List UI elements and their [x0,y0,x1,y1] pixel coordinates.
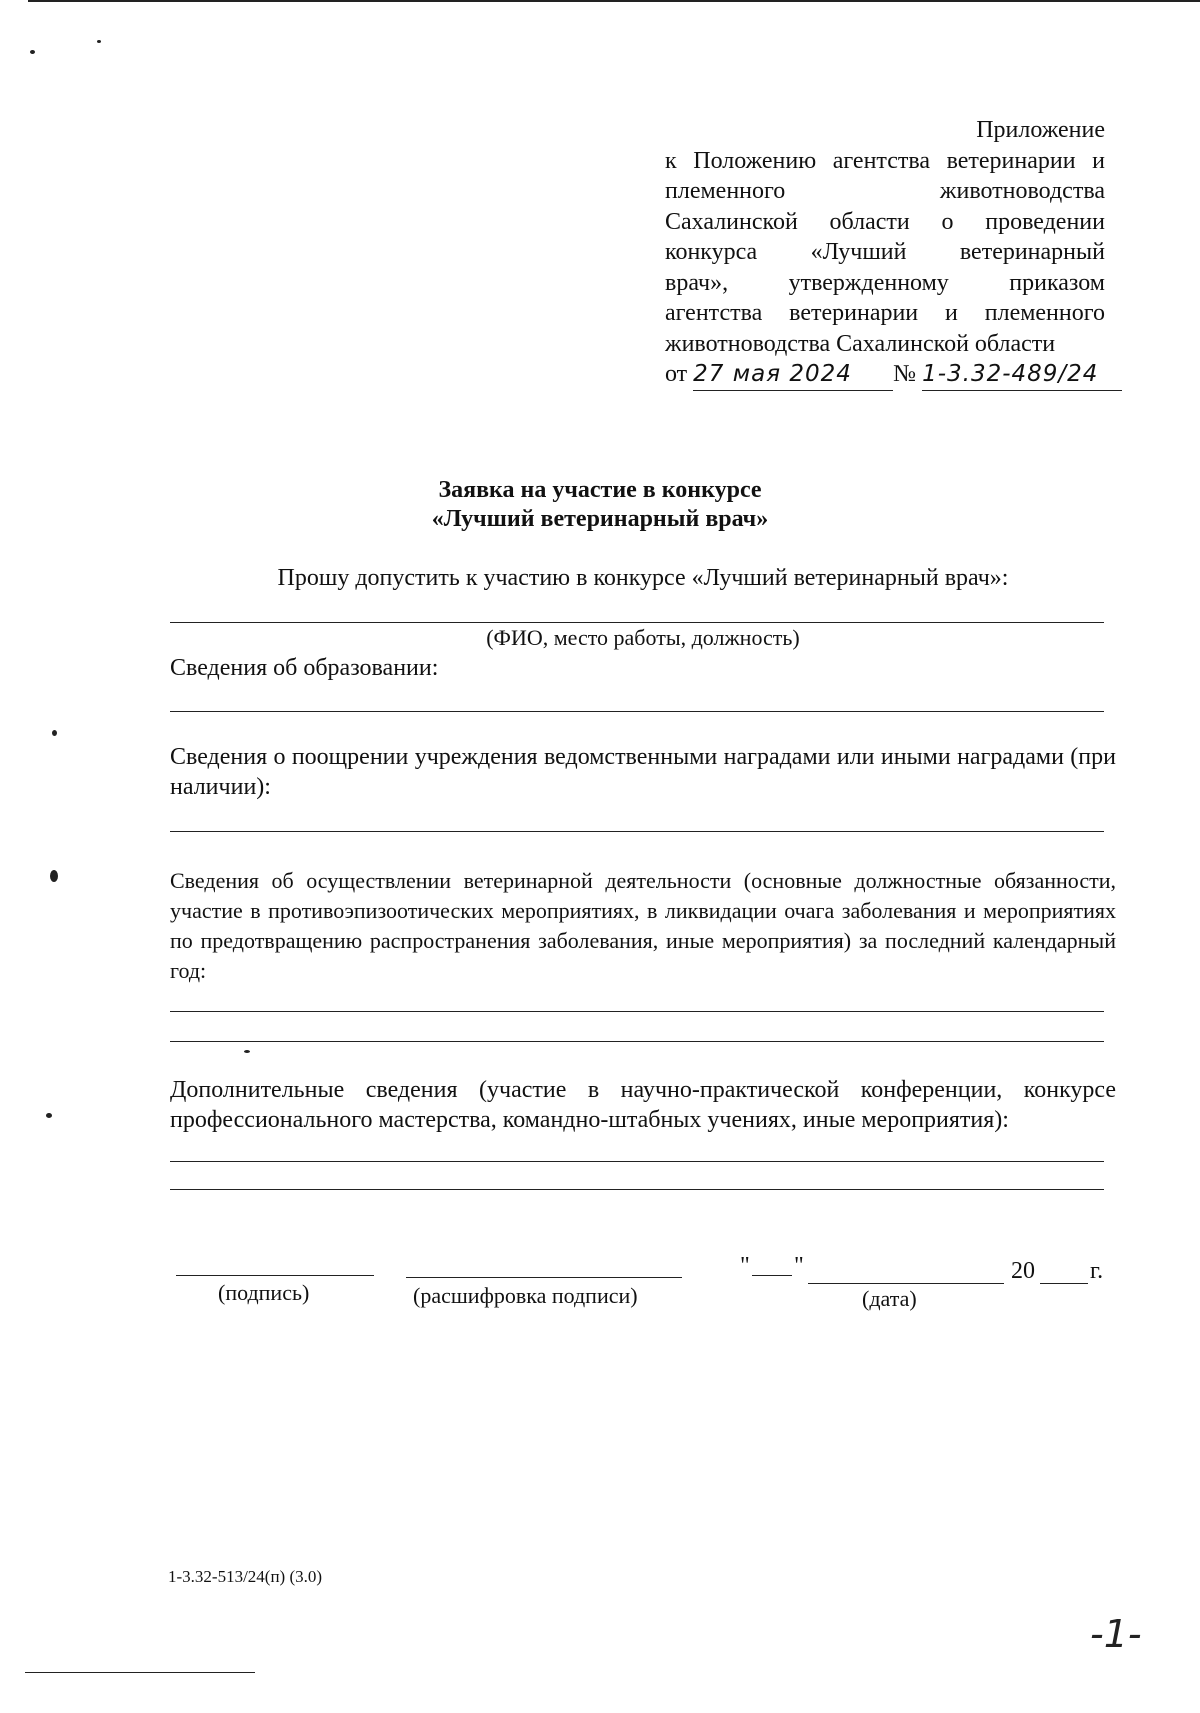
date-open-quote: " [740,1253,750,1279]
annex-line-6: агентства ветеринарии и племенного [665,300,1105,326]
annex-order-row [665,359,1105,391]
scan-speck [50,870,58,882]
scan-speck [30,50,35,54]
year-prefix: 20 [1011,1258,1035,1284]
year-field-line [1040,1283,1088,1284]
awards-field-line [170,831,1104,832]
annex-line-3: Сахалинской области о проведении [665,208,1105,235]
number-sign: № [893,361,917,387]
from-label: от [665,361,688,387]
date-close-quote: " [794,1253,804,1279]
date-caption: (дата) [862,1286,917,1311]
education-label: Сведения об образовании: [170,655,439,681]
month-field-line [808,1283,1004,1284]
awards-text: Сведения о поощрении учреждения ведомственными наградами или иными наградами (при наличии): [170,744,1116,800]
day-field-line [752,1275,792,1276]
scan-speck [52,730,57,736]
education-field-line [170,711,1104,712]
additional-field-line-2 [170,1189,1104,1190]
additional-text: Дополнительные сведения (участие в научно-практической конференции, конкурсе профессионального мастерства, командно-штабных учениях, иные мероприятия): [170,1077,1116,1133]
annex-line-2: племенного животноводства [665,178,1105,204]
footer-line [25,1672,255,1673]
heading-line-1: Заявка на участие в конкурсе [438,477,762,503]
request-text: Прошу допустить к участию в конкурсе «Лучший ветеринарный врач»: [277,565,1009,591]
decode-caption: (расшифровка подписи) [413,1283,638,1308]
annex-title: Приложение [976,117,1105,143]
additional-field-line-1 [170,1161,1104,1162]
heading-line-2: «Лучший ветеринарный врач» [431,506,769,532]
activity-field-line-1 [170,1011,1104,1012]
annex-block [665,115,1105,391]
annex-line-1: к Положению агентства ветеринарии и [665,147,1105,174]
activity-field-line-2 [170,1041,1104,1042]
annex-line-7: животноводства Сахалинской области [665,330,1056,357]
fio-field-line [170,622,1104,623]
registration-number: 1-3.32-513/24(п) (3.0) [168,1567,323,1586]
signature-caption: (подпись) [218,1280,310,1305]
scan-speck [97,40,101,43]
scan-top-edge [28,0,1200,2]
scan-speck [244,1050,250,1053]
signature-field-line [176,1275,374,1276]
order-number-handwritten: 1-3.32-489/24 [922,359,1122,391]
annex-line-4: конкурса «Лучший ветеринарный [665,239,1105,265]
order-date-handwritten: 27 мая 2024 [693,359,893,391]
form-heading [0,476,1200,534]
scan-speck [46,1113,52,1118]
activity-text: Сведения об осуществлении ветеринарной деятельности (основные должностные обязанности, участие в противоэпизоотических мероприятиях, в ликвидации очага заболевания и мероприятиях по предотвращению распространения заболевания, иные мероприятия) за последний календарный год: [170,868,1116,983]
year-suffix: г. [1090,1258,1104,1284]
annex-line-5: врач», утвержденному приказом [665,269,1105,296]
page-number-mark: -1- [1090,1612,1142,1656]
decode-field-line [406,1277,682,1278]
fio-caption: (ФИО, место работы, должность) [486,625,800,650]
